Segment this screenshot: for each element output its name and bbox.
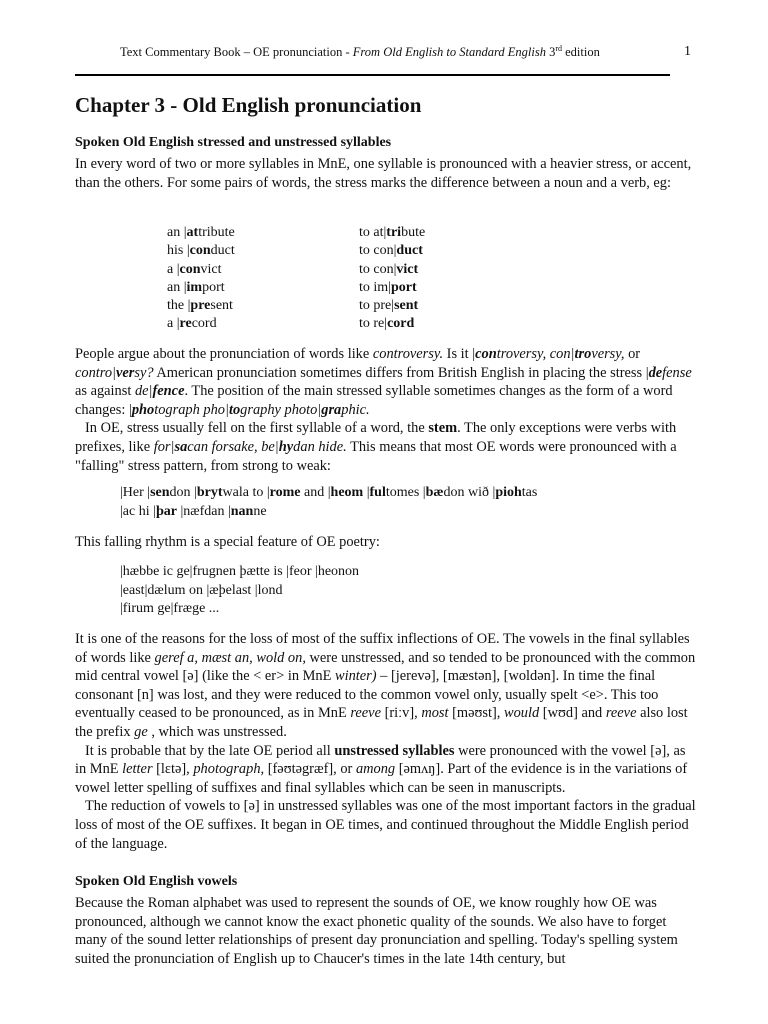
prose-line-2: |ac hi |þar |næfdan |nanne [120,503,267,519]
stress-pair-row [167,224,425,242]
running-header [120,44,600,60]
stress-pairs-list [167,224,425,334]
section-heading-vowels: Spoken Old English vowels [75,874,238,889]
verb-form: to im|port [359,279,417,295]
vowels-paragraph [75,894,700,968]
section-heading-stress: Spoken Old English stressed and unstressed syllables [75,135,392,150]
intro-text: In every word of two or more syllables in MnE, one syllable is pronounced with a heavier stress, or accent, than the others. For some pairs of words, the stress marks the difference between a noun and a verb, eg: [75,156,692,191]
stress-pair-row [167,315,425,333]
suffix-paragraphs [75,630,700,853]
stress-pair-row [167,279,425,297]
header-prefix: Text Commentary Book – OE pronunciation - [120,45,353,60]
prose-line-1: |Her |sendon |brytwala to |rome and |heom |fultomes |bædon wið |piohtas [120,485,538,500]
stem-text: In OE, stress usually fell on the first syllable of a word, the stem. The only exceptions were verbs with prefixes, like for|sacan forsake, be|hydan hide. This means that most OE words were pronounced with a "falling" stress pattern, from strong to weak: [75,420,677,474]
header-edition-suffix: edition [562,45,600,60]
unstressed-text: It is probable that by the late OE period all unstressed syllables were pronounced with the vowel [ə], as in MnE letter [lɛtə], photograph, [fəʊtəgræf], or among [əmʌŋ]. Part of the evidence is in the variations of vowel letter spelling of suffixes and final syllables which can be seen in manuscripts. [75,742,688,796]
reduction-text: The reduction of vowels to [ə] in unstressed syllables was one of the most important factors in the gradual loss of most of the OE suffixes. It began in OE times, and continued throughout the Middle English period of the language. [75,798,696,852]
stress-pair-row [167,242,425,260]
poetry-line-2: |east|dælum on |æþelast |lond [120,582,283,598]
verb-form: to re|cord [359,316,415,332]
header-edition-num: 3 [545,45,556,60]
noun-form: a |record [167,316,217,332]
vowels-text: Because the Roman alphabet was used to represent the sounds of OE, we know roughly how OE was pronounced, although we cannot know the exact phonetic quality of the sounds. We also have to forget many of the sound letter relationships of present day pronunciation and spelling. Today's spelling system suited the pronunciation of English up to Chaucer's times in the late 14th century, but [75,895,678,967]
controversy-text: People argue about the pronunciation of words like controversy. Is it |controversy, con|troversy, or contro|versy? American pronunciation sometimes differs from British English in placing the stress |defense as against de|fence. The position of the main stressed syllable sometimes changes as the form of a word changes: |photograph pho|tography photo|graphic. [75,346,692,418]
noun-form: an |attribute [167,225,235,240]
verb-form: to at|tribute [359,225,426,240]
noun-form: the |present [167,298,233,314]
header-rule [75,74,670,76]
verb-form: to con|duct [359,243,423,259]
poetry-line-1: |hæbbe ic ge|frugnen þætte is |feor |heonon [120,564,360,579]
controversy-paragraph [75,345,700,475]
noun-form: a |convict [167,261,222,277]
page-number: 1 [684,44,691,59]
falling-rhythm-paragraph: This falling rhythm is a special feature of OE poetry: [75,534,380,550]
header-book-title: From Old English to Standard English [352,45,546,60]
noun-form: his |conduct [167,243,235,259]
header-edition-sup: rd [555,44,562,53]
poetry-line-3: |firum ge|fræge ... [120,601,220,616]
verb-form: to con|vict [359,261,419,277]
prose-example [120,484,537,521]
verb-form: to pre|sent [359,298,419,314]
intro-paragraph [75,155,700,192]
suffix-text: It is one of the reasons for the loss of most of the suffix inflections of OE. The vowels in the final syllables of words like geref a, mæst an, wold on, were unstressed, and so tended to be pronounced with the common mid central vowel [ə] (like the < er> in MnE winter) – [jerevə], [mæstən], [woldən]. In time the final consonant [n] was lost, and they were reduced to the common vowel only, usually spelt <e>. This too eventually ceased to be pronounced, as in MnE reeve [riːv], most [məʊst], would [wʊd] and reeve also lost the prefix ge , which was unstressed. [75,631,696,740]
poetry-example [120,563,359,619]
chapter-title: Chapter 3 - Old English pronunciation [75,93,422,117]
noun-form: an |import [167,279,225,295]
stress-pair-row [167,297,425,315]
stress-pair-row [167,261,425,279]
